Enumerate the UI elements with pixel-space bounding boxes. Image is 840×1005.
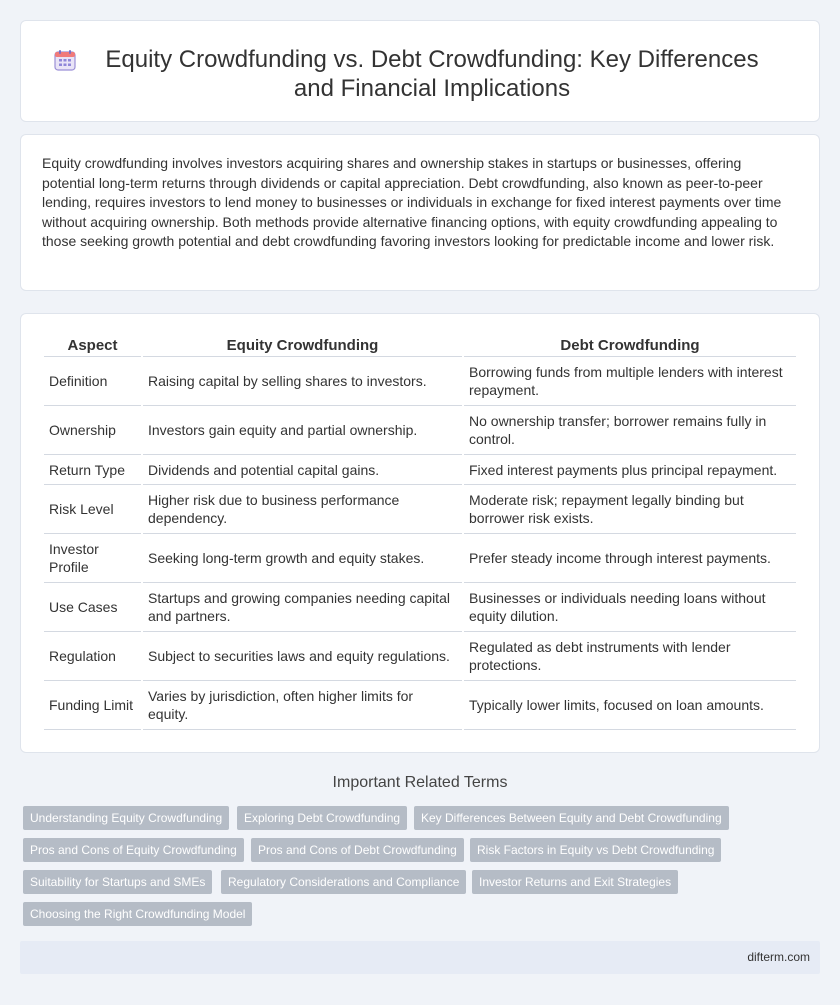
table-row	[44, 357, 796, 406]
table-row	[44, 406, 796, 455]
equity-cell: Investors gain equity and partial ownership.	[143, 406, 462, 455]
table-row	[44, 681, 796, 730]
intro-paragraph: Equity crowdfunding involves investors acquiring shares and ownership stakes in startups or businesses, offering potential long-term returns through dividends or capital appreciation. Debt crowdfunding, also known as peer-to-peer lending, requires investors to lend money to businesses or individuals in exchange for fixed interest payments over time without acquiring ownership. Both methods provide alternative financing options, with equity crowdfunding appealing to those seeking growth potential and debt crowdfunding favoring investors looking for predictable income and lower risk.	[42, 155, 782, 250]
intro-card	[20, 134, 820, 291]
footer-site-link[interactable]: difterm.com	[747, 950, 810, 964]
equity-cell: Raising capital by selling shares to investors.	[143, 357, 462, 406]
related-terms-heading: Important Related Terms	[332, 774, 508, 791]
equity-cell: Dividends and potential capital gains.	[143, 455, 462, 485]
footer	[20, 941, 820, 974]
debt-cell: Typically lower limits, focused on loan amounts.	[464, 681, 796, 730]
comparison-table-card	[20, 313, 820, 753]
tag-key-differences[interactable]: Key Differences Between Equity and Debt Crowdfunding	[414, 806, 729, 830]
aspect-cell: Risk Level	[44, 485, 141, 534]
table-header-row	[44, 335, 796, 357]
header-card	[20, 20, 820, 122]
aspect-cell: Regulation	[44, 632, 141, 681]
table-row	[44, 632, 796, 681]
table-row	[44, 583, 796, 632]
comparison-table	[42, 335, 798, 730]
tag-investor-returns[interactable]: Investor Returns and Exit Strategies	[472, 870, 678, 894]
debt-cell: Borrowing funds from multiple lenders with interest repayment.	[464, 357, 796, 406]
aspect-cell: Ownership	[44, 406, 141, 455]
page-title: Equity Crowdfunding vs. Debt Crowdfunding: Key Differences and Financial Implications	[105, 46, 759, 102]
aspect-cell: Use Cases	[44, 583, 141, 632]
tag-exploring-debt[interactable]: Exploring Debt Crowdfunding	[237, 806, 407, 830]
debt-cell: Moderate risk; repayment legally binding but borrower risk exists.	[464, 485, 796, 534]
tag-regulatory[interactable]: Regulatory Considerations and Compliance	[221, 870, 466, 894]
debt-cell: Prefer steady income through interest payments.	[464, 534, 796, 583]
tag-choosing-model[interactable]: Choosing the Right Crowdfunding Model	[23, 902, 252, 926]
equity-cell: Seeking long-term growth and equity stakes.	[143, 534, 462, 583]
tag-pros-cons-equity[interactable]: Pros and Cons of Equity Crowdfunding	[23, 838, 244, 862]
header-debt: Debt Crowdfunding	[464, 335, 796, 357]
header-equity: Equity Crowdfunding	[143, 335, 462, 357]
equity-cell: Higher risk due to business performance dependency.	[143, 485, 462, 534]
equity-cell: Subject to securities laws and equity regulations.	[143, 632, 462, 681]
tag-understanding-equity[interactable]: Understanding Equity Crowdfunding	[23, 806, 229, 830]
debt-cell: Fixed interest payments plus principal repayment.	[464, 455, 796, 485]
aspect-cell: Return Type	[44, 455, 141, 485]
equity-cell: Startups and growing companies needing capital and partners.	[143, 583, 462, 632]
table-row	[44, 455, 796, 485]
tag-suitability[interactable]: Suitability for Startups and SMEs	[23, 870, 212, 894]
header-aspect: Aspect	[44, 335, 141, 357]
debt-cell: Regulated as debt instruments with lender protections.	[464, 632, 796, 681]
debt-cell: Businesses or individuals needing loans without equity dilution.	[464, 583, 796, 632]
aspect-cell: Funding Limit	[44, 681, 141, 730]
debt-cell: No ownership transfer; borrower remains fully in control.	[464, 406, 796, 455]
aspect-cell: Investor Profile	[44, 534, 141, 583]
tag-pros-cons-debt[interactable]: Pros and Cons of Debt Crowdfunding	[251, 838, 464, 862]
table-row	[44, 534, 796, 583]
tag-risk-factors[interactable]: Risk Factors in Equity vs Debt Crowdfunding	[470, 838, 721, 862]
aspect-cell: Definition	[44, 357, 141, 406]
table-row	[44, 485, 796, 534]
equity-cell: Varies by jurisdiction, often higher limits for equity.	[143, 681, 462, 730]
